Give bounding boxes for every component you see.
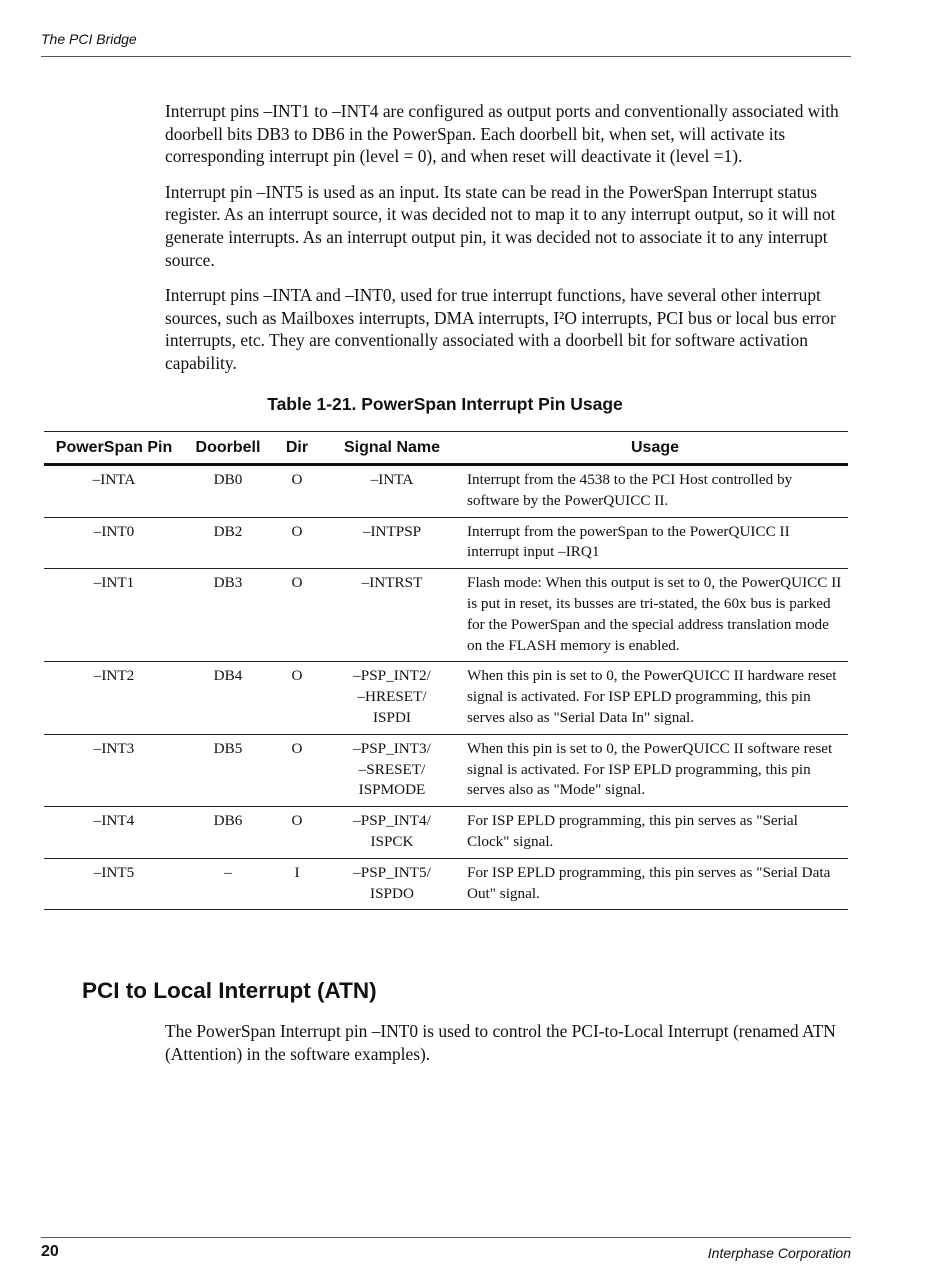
- cell-doorbell: DB2: [184, 517, 272, 569]
- cell-dir: O: [272, 465, 322, 518]
- header-rule: [41, 56, 851, 57]
- cell-usage: For ISP EPLD programming, this pin serves as "Serial Data Out" signal.: [462, 858, 848, 910]
- cell-pin: –INT4: [44, 807, 184, 859]
- cell-dir: I: [272, 858, 322, 910]
- paragraph-atn: The PowerSpan Interrupt pin –INT0 is used to control the PCI-to-Local Interrupt (renamed ATN (Attention) in the software examples).: [165, 1021, 836, 1064]
- col-header-pin: PowerSpan Pin: [44, 432, 184, 465]
- cell-signal: –PSP_INT4/ ISPCK: [322, 807, 462, 859]
- cell-dir: O: [272, 662, 322, 734]
- paragraph-inta-int0: Interrupt pins –INTA and –INT0, used for true interrupt functions, have several other interrupt sources, such as Mailboxes interrupts, DMA interrupts, I²O interrupts, PCI bus or local bus error interrupts, etc. They are conventionally associated with a doorbell bit for software activation capability.: [165, 285, 836, 373]
- table-row: [44, 858, 848, 910]
- col-header-dir: Dir: [272, 432, 322, 465]
- cell-usage: When this pin is set to 0, the PowerQUICC II hardware reset signal is activated. For ISP EPLD programming, this pin serves also as "Serial Data In" signal.: [462, 662, 848, 734]
- cell-doorbell: DB6: [184, 807, 272, 859]
- page-number: 20: [41, 1243, 59, 1260]
- cell-pin: –INT0: [44, 517, 184, 569]
- table-caption: Table 1-21. PowerSpan Interrupt Pin Usage: [267, 394, 623, 414]
- cell-pin: –INT3: [44, 734, 184, 806]
- cell-usage: Interrupt from the 4538 to the PCI Host controlled by software by the PowerQUICC II.: [462, 465, 848, 518]
- interrupt-pin-table: [44, 431, 848, 910]
- running-header: The PCI Bridge: [41, 31, 137, 47]
- cell-dir: O: [272, 807, 322, 859]
- col-header-doorbell: Doorbell: [184, 432, 272, 465]
- footer-rule: [41, 1237, 851, 1238]
- cell-signal: –INTRST: [322, 569, 462, 662]
- table-row: [44, 465, 848, 518]
- table-row: [44, 662, 848, 734]
- table-row: [44, 734, 848, 806]
- cell-pin: –INT2: [44, 662, 184, 734]
- cell-pin: –INTA: [44, 465, 184, 518]
- cell-doorbell: DB4: [184, 662, 272, 734]
- footer-company: Interphase Corporation: [707, 1245, 851, 1261]
- col-header-usage: Usage: [462, 432, 848, 465]
- cell-doorbell: DB5: [184, 734, 272, 806]
- cell-signal: –INTPSP: [322, 517, 462, 569]
- cell-dir: O: [272, 517, 322, 569]
- cell-doorbell: DB3: [184, 569, 272, 662]
- cell-usage: Flash mode: When this output is set to 0, the PowerQUICC II is put in reset, its busses are tri-stated, the 60x bus is parked for the PowerSpan and the special address translation mode on the FLASH memory is enabled.: [462, 569, 848, 662]
- cell-signal: –PSP_INT5/ ISPDO: [322, 858, 462, 910]
- table-body: [44, 465, 848, 910]
- cell-signal: –PSP_INT3/ –SRESET/ ISPMODE: [322, 734, 462, 806]
- paragraph-int1-int4: Interrupt pins –INT1 to –INT4 are configured as output ports and conventionally associated with doorbell bits DB3 to DB6 in the PowerSpan. Each doorbell bit, when set, will activate its corresponding interrupt pin (level = 0), and when reset will deactivate it (level =1).: [165, 101, 839, 167]
- col-header-signal: Signal Name: [322, 432, 462, 465]
- cell-usage: Interrupt from the powerSpan to the PowerQUICC II interrupt input –IRQ1: [462, 517, 848, 569]
- intro-text: [165, 100, 853, 388]
- cell-signal: –PSP_INT2/ –HRESET/ ISPDI: [322, 662, 462, 734]
- cell-pin: –INT1: [44, 569, 184, 662]
- paragraph-int5: Interrupt pin –INT5 is used as an input. Its state can be read in the PowerSpan Interrupt status register. As an interrupt source, it was decided not to map it to any interrupt output, so it will not generate interrupts. As an interrupt output pin, it was decided not to associate it to any interrupt source.: [165, 181, 836, 270]
- cell-usage: For ISP EPLD programming, this pin serves as "Serial Clock" signal.: [462, 807, 848, 859]
- table-header-row: [44, 432, 848, 465]
- cell-dir: O: [272, 569, 322, 662]
- cell-usage: When this pin is set to 0, the PowerQUICC II software reset signal is activated. For ISP EPLD programming, this pin serves also as "Mode" signal.: [462, 734, 848, 806]
- cell-signal: –INTA: [322, 465, 462, 518]
- section-heading: PCI to Local Interrupt (ATN): [82, 978, 377, 1003]
- cell-doorbell: –: [184, 858, 272, 910]
- table-row: [44, 807, 848, 859]
- section-text: [165, 1020, 853, 1078]
- cell-pin: –INT5: [44, 858, 184, 910]
- table-row: [44, 569, 848, 662]
- cell-doorbell: DB0: [184, 465, 272, 518]
- cell-dir: O: [272, 734, 322, 806]
- table-row: [44, 517, 848, 569]
